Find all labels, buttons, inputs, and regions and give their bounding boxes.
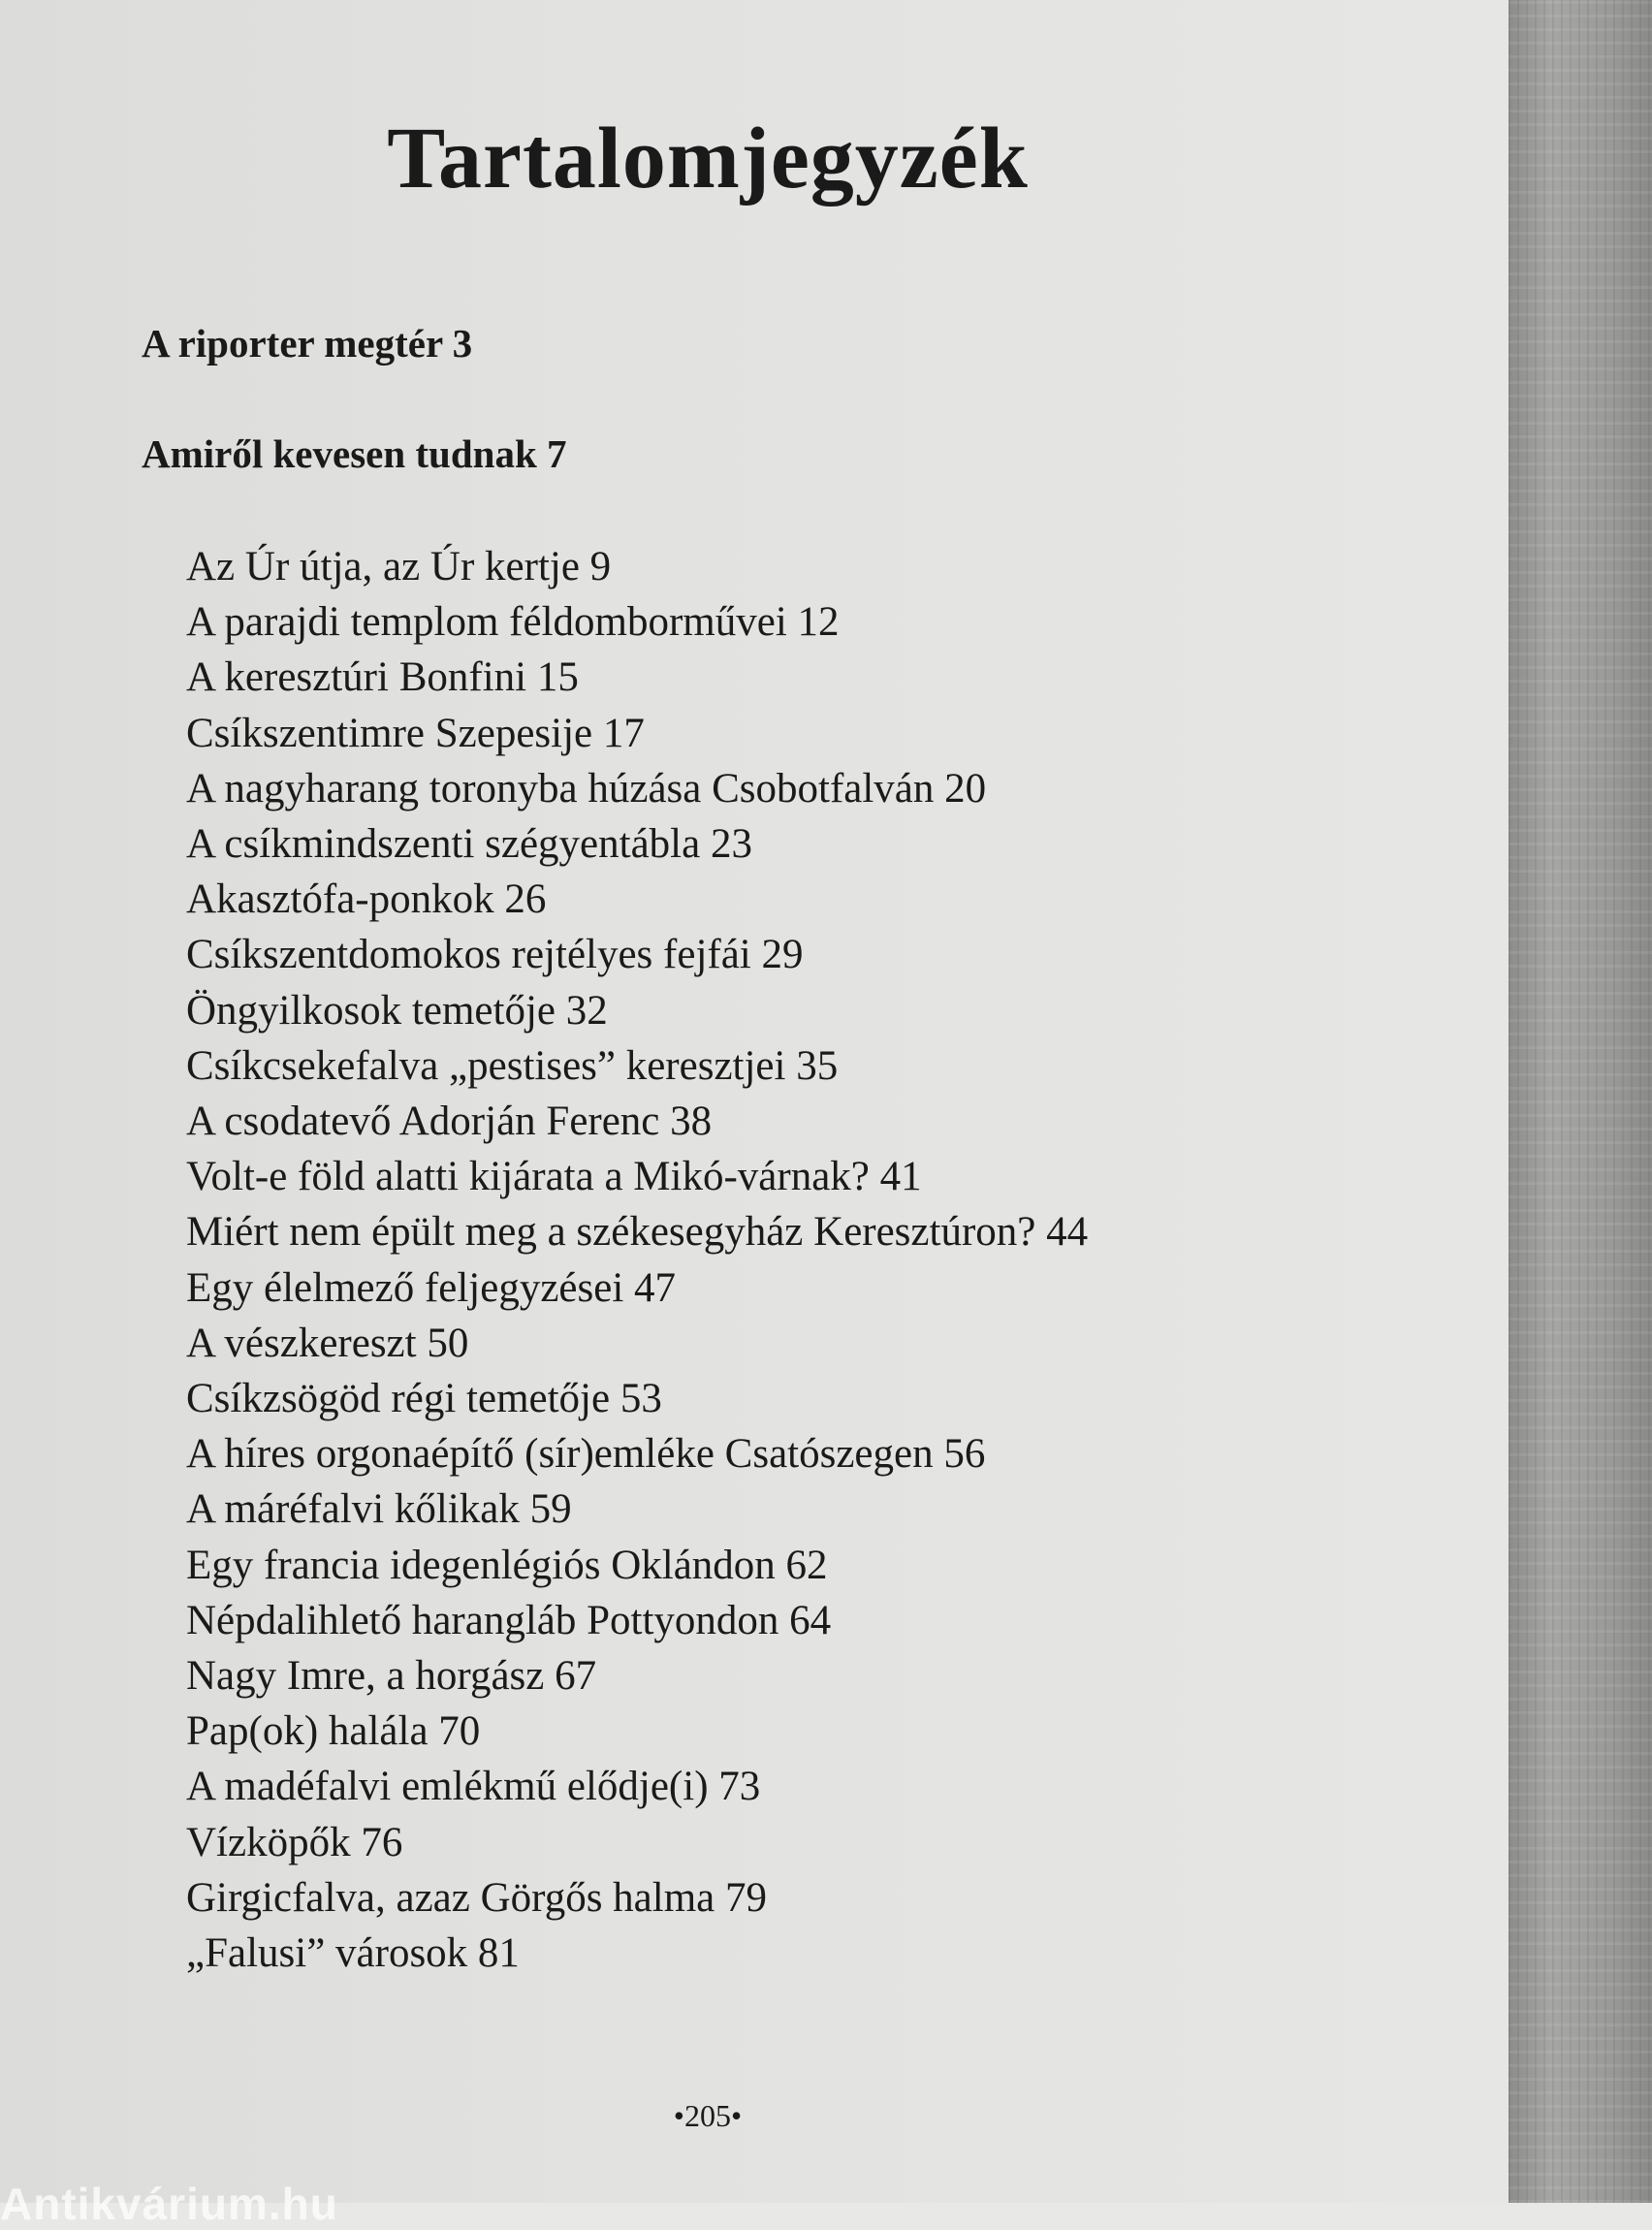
toc-entry: Pap(ok) halála 70 xyxy=(186,1708,481,1755)
toc-entry: Girgicfalva, azaz Görgős halma 79 xyxy=(186,1874,767,1921)
toc-entry: A máréfalvi kőlikak 59 xyxy=(186,1486,572,1533)
toc-entry: Akasztófa-ponkok 26 xyxy=(186,876,547,923)
section-heading: A riporter megtér 3 xyxy=(142,321,473,366)
toc-entry: A híres orgonaépítő (sír)emléke Csatószegen 56 xyxy=(186,1431,986,1478)
toc-entry: A csíkmindszenti szégyentábla 23 xyxy=(186,821,752,868)
toc-entry: Vízköpők 76 xyxy=(186,1819,403,1865)
toc-entry: Csíkcsekefalva „pestises” keresztjei 35 xyxy=(186,1042,839,1089)
toc-entry: Miért nem épült meg a székesegyház Keresztúron? 44 xyxy=(186,1209,1089,1256)
page-title: Tartalomjegyzék xyxy=(387,111,1029,207)
book-spine-edge xyxy=(1509,0,1652,2203)
toc-entry: Öngyilkosok temetője 32 xyxy=(186,987,608,1034)
toc-entry: „Falusi” városok 81 xyxy=(186,1930,520,1977)
section-heading: Amiről kevesen tudnak 7 xyxy=(142,431,567,476)
watermark: Antikvárium.hu xyxy=(0,2179,338,2229)
toc-entry: Nagy Imre, a horgász 67 xyxy=(186,1653,597,1700)
toc-entry: A csodatevő Adorján Ferenc 38 xyxy=(186,1099,713,1145)
toc-entry: A vészkereszt 50 xyxy=(186,1320,469,1366)
toc-entry: A parajdi templom féldomborművei 12 xyxy=(186,599,840,646)
page-number: •205• xyxy=(673,2098,743,2133)
toc-entry: Csíkszentdomokos rejtélyes fejfái 29 xyxy=(186,932,804,978)
toc-entry-list xyxy=(186,539,1088,1981)
toc-entry: A keresztúri Bonfini 15 xyxy=(186,654,579,701)
toc-entry: Az Úr útja, az Úr kertje 9 xyxy=(186,544,612,589)
toc-entry: Volt-e föld alatti kijárata a Mikó-várnak? 41 xyxy=(186,1154,922,1200)
toc-entry: Egy francia idegenlégiós Oklándon 62 xyxy=(186,1542,828,1588)
toc-entry: Egy élelmező feljegyzései 47 xyxy=(186,1264,677,1311)
toc-entry: A nagyharang toronyba húzása Csobotfalván 20 xyxy=(186,765,987,812)
toc-entry: Csíkszentimre Szepesije 17 xyxy=(186,710,645,756)
toc-entry: Csíkzsögöd régi temetője 53 xyxy=(186,1376,662,1422)
toc-entry: A madéfalvi emlékmű elődje(i) 73 xyxy=(186,1764,761,1810)
toc-entry: Népdalihlető harangláb Pottyondon 64 xyxy=(186,1597,832,1643)
